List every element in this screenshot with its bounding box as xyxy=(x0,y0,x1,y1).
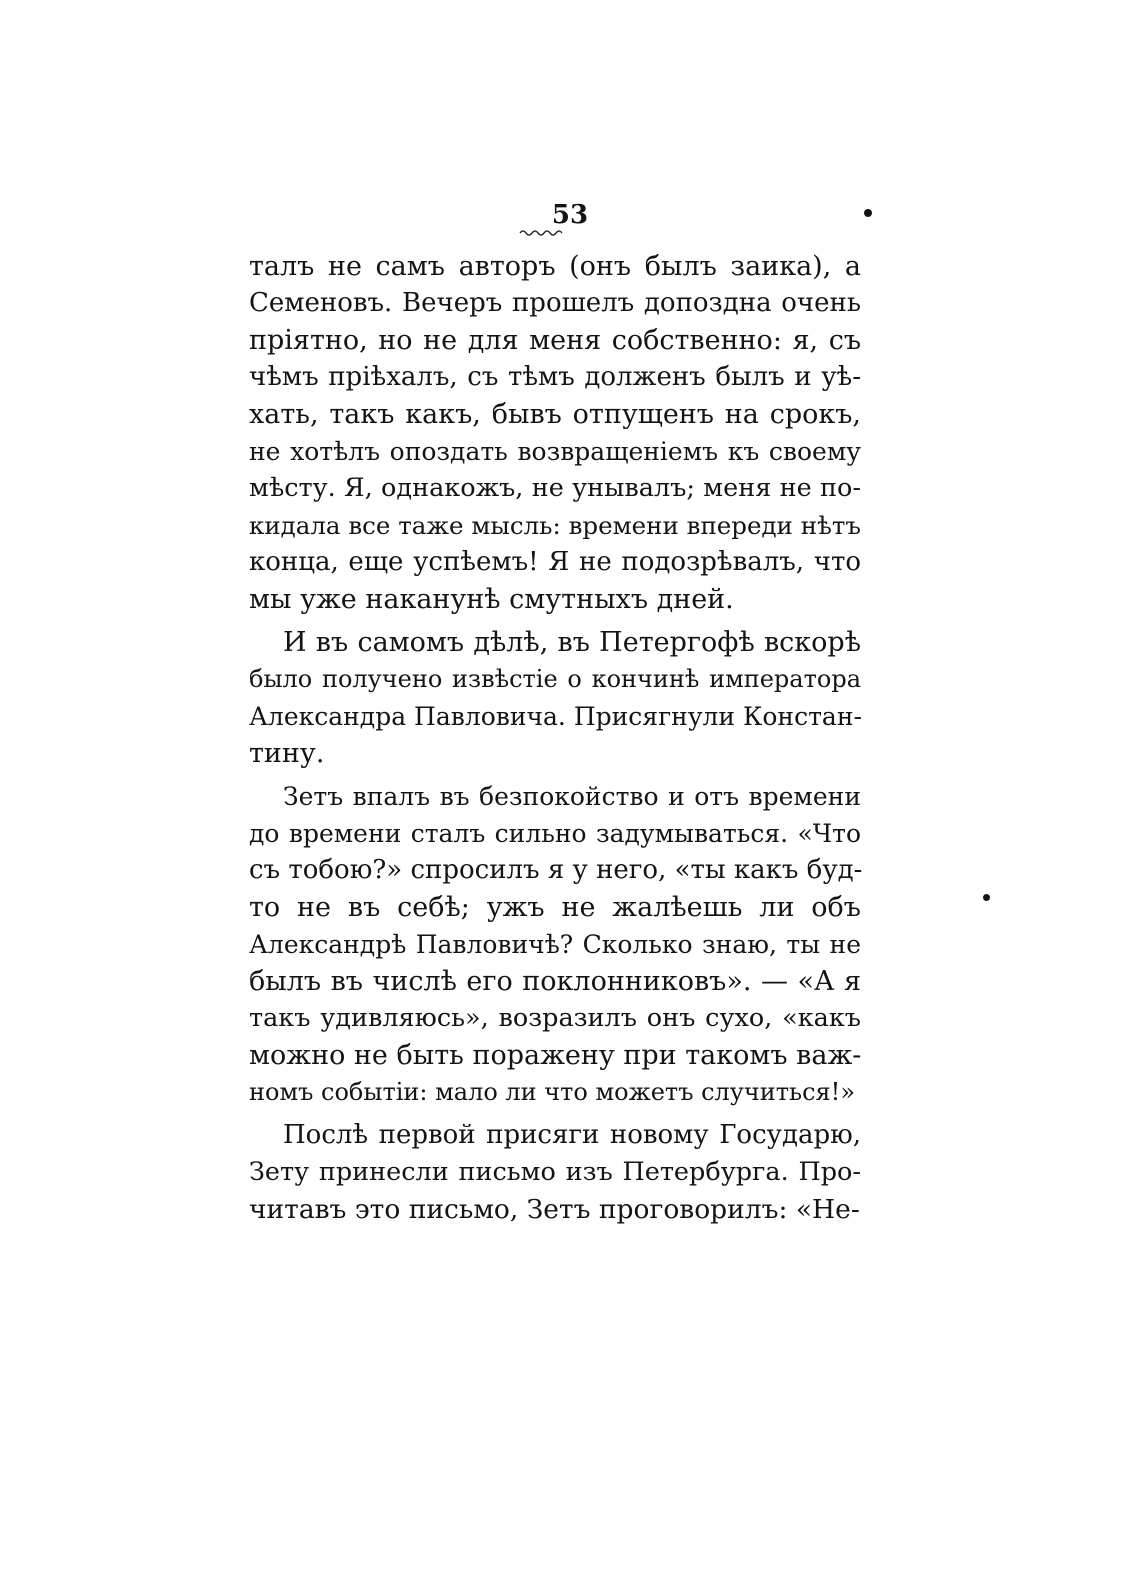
text-line: Зетъ впалъ въ безпокойство и отъ времени xyxy=(283,782,861,811)
print-speck xyxy=(983,894,990,901)
text-line: то не въ себѣ; ужъ не жалѣешь ли объ xyxy=(249,892,861,923)
text-line: Александрѣ Павловичѣ? Сколько знаю, ты не xyxy=(249,930,861,959)
text-line: такъ удивляюсь», возразилъ онъ сухо, «какъ xyxy=(249,1003,861,1033)
text-line: номъ событіи: мало ли что можетъ случиться!» xyxy=(249,1078,856,1106)
text-line: читавъ это письмо, Зетъ проговорилъ: «Не- xyxy=(249,1194,860,1225)
text-line: Зету принесли письмо изъ Петербурга. Про- xyxy=(249,1157,861,1187)
text-line: Семеновъ. Вечеръ прошелъ допоздна очень xyxy=(249,288,861,318)
text-line: было получено извѣстіе о кончинѣ императора xyxy=(249,665,861,693)
print-speck xyxy=(864,209,872,217)
text-line: мы уже наканунѣ смутныхъ дней. xyxy=(249,584,734,615)
text-line: пріятно, но не для меня собственно: я, съ xyxy=(249,325,861,356)
text-line: Послѣ первой присяги новому Государю, xyxy=(283,1120,861,1150)
text-line: мѣсту. Я, однакожъ, не унывалъ; меня не по- xyxy=(249,473,861,503)
wavy-rule-ornament xyxy=(519,228,565,238)
paragraph xyxy=(249,778,861,1111)
text-line: былъ въ числѣ его поклонниковъ». — «А я xyxy=(249,966,861,997)
text-line: не хотѣлъ опоздать возвращеніемъ къ своему xyxy=(249,437,861,466)
text-line: съ тобою?» спросилъ я у него, «ты какъ буд- xyxy=(249,855,863,885)
text-line: конца, еще успѣемъ! Я не подозрѣвалъ, что xyxy=(249,547,861,577)
text-line: тину. xyxy=(249,738,325,769)
text-line: можно не быть поражену при такомъ важ- xyxy=(249,1040,862,1071)
text-line: кидала все таже мысль: времени впереди нѣтъ xyxy=(249,511,861,540)
text-line: И въ самомъ дѣлѣ, въ Петергофѣ вскорѣ xyxy=(283,627,861,658)
paragraph xyxy=(249,1117,861,1228)
text-line: талъ не самъ авторъ (онъ былъ заика), а xyxy=(249,251,861,282)
paragraph xyxy=(249,248,861,618)
text-line: Александра Павловича. Присягнули Констан- xyxy=(249,702,862,731)
text-line: до времени сталъ сильно задумываться. «Что xyxy=(249,819,861,848)
page-number: 53 xyxy=(551,200,589,230)
text-line: хать, такъ какъ, бывъ отпущенъ на срокъ, xyxy=(249,399,861,430)
paragraph xyxy=(249,624,861,772)
body-text xyxy=(249,248,861,1228)
text-line: чѣмъ пріѣхалъ, съ тѣмъ долженъ былъ и уѣ- xyxy=(249,362,861,392)
